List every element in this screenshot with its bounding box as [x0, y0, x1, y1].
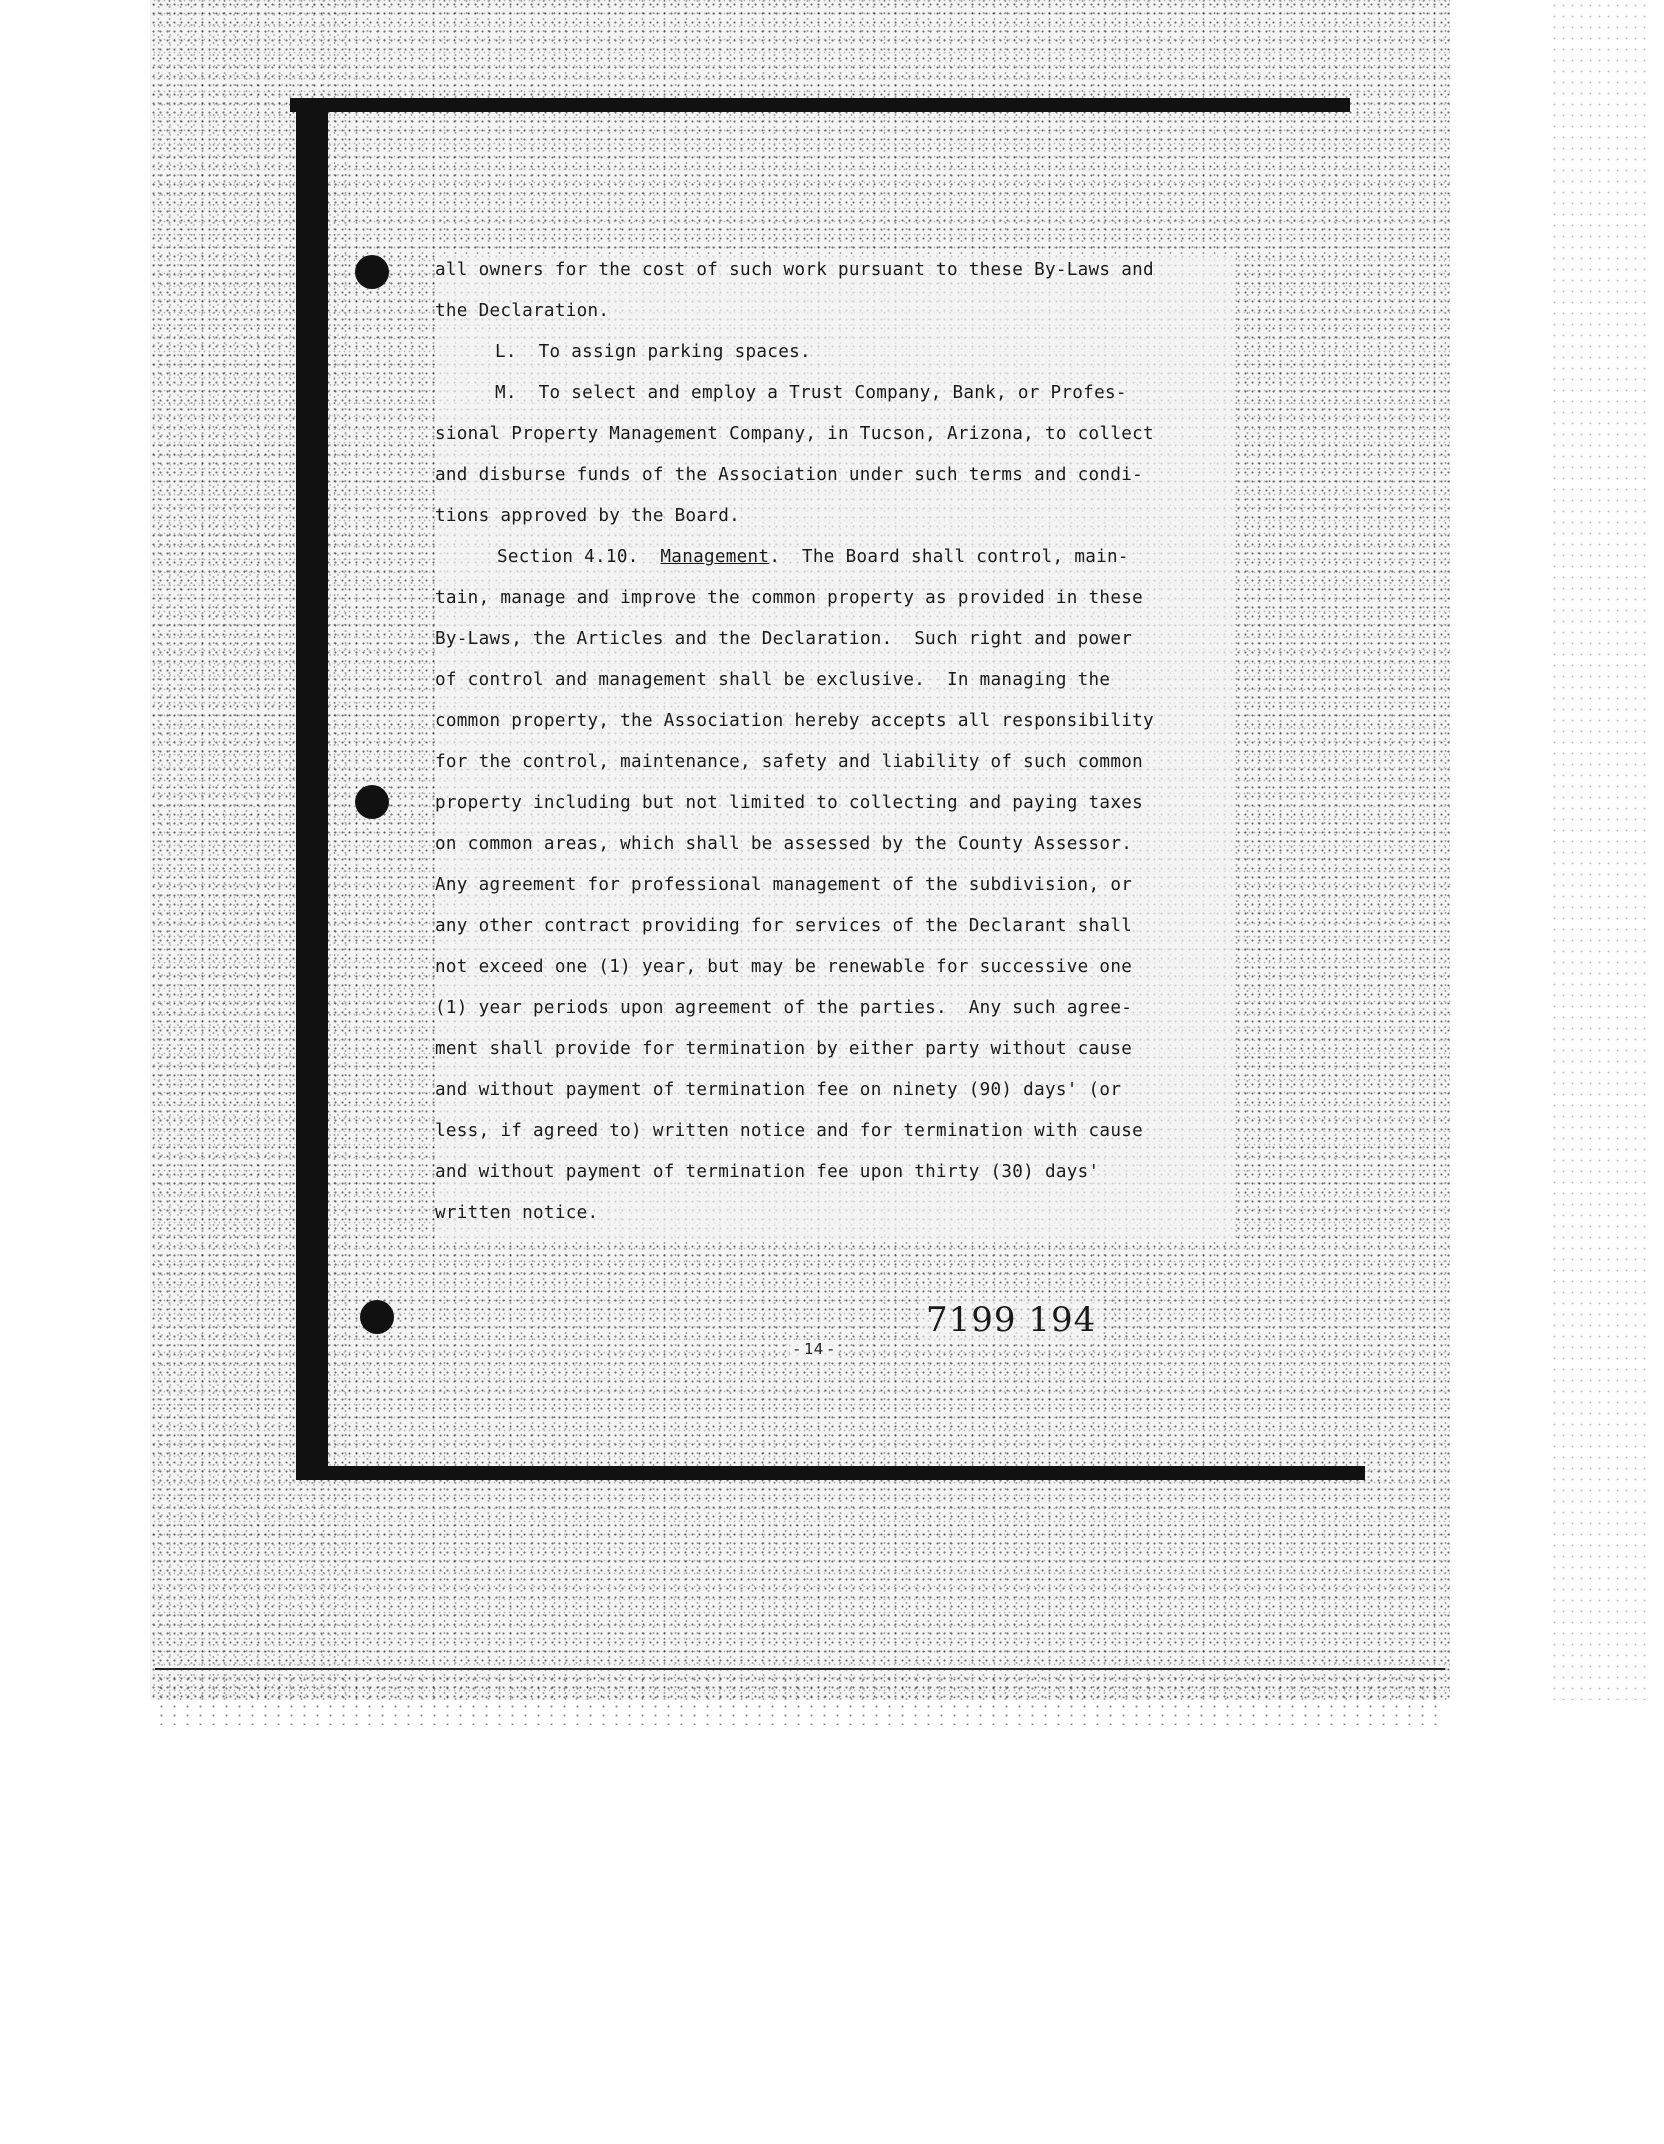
text-line: (1) year periods upon agreement of the parties. Any such agree- [435, 998, 1133, 1018]
text-line: sional Property Management Company, in Tucson, Arizona, to collect [435, 424, 1154, 444]
text-line: for the control, maintenance, safety and liability of such common [435, 752, 1144, 772]
section-title: Management [660, 547, 770, 567]
text-line: tain, manage and improve the common property as provided in these [435, 588, 1144, 608]
text-line: and without payment of termination fee upon thirty (30) days' [435, 1162, 1100, 1182]
document-body [435, 255, 1235, 1239]
frame-top-border [290, 98, 1350, 112]
frame-left-border [296, 98, 328, 1480]
text-line: on common areas, which shall be assessed by the County Assessor. [435, 834, 1133, 854]
text-line: the Declaration. [435, 301, 610, 321]
list-item-l: L. To assign parking spaces. [495, 342, 811, 362]
text-line: common property, the Association hereby accepts all responsibility [435, 711, 1154, 731]
list-item-m: M. To select and employ a Trust Company, Bank, or Profes- [495, 383, 1127, 403]
hole-punch-bottom [360, 1300, 394, 1334]
text-line: any other contract providing for services of the Declarant shall [435, 916, 1133, 936]
text-line: not exceed one (1) year, but may be renewable for successive one [435, 957, 1133, 977]
recording-stamp: 7199 194 [920, 1300, 1102, 1340]
section-lead-text: . The Board shall control, main- [769, 547, 1129, 567]
page-number: - 14 - [790, 1340, 837, 1358]
hole-punch-top [355, 255, 389, 289]
text-line: less, if agreed to) written notice and for termination with cause [435, 1121, 1144, 1141]
text-line: and disburse funds of the Association under such terms and condi- [435, 465, 1144, 485]
frame-bottom-border [305, 1466, 1365, 1480]
scan-noise-right [1550, 0, 1650, 1700]
text-line: of control and management shall be exclusive. In managing the [435, 670, 1111, 690]
text-line: property including but not limited to collecting and paying taxes [435, 793, 1144, 813]
text-line: written notice. [435, 1203, 599, 1223]
text-line: By-Laws, the Articles and the Declaration. Such right and power [435, 629, 1133, 649]
text-line: and without payment of termination fee on ninety (90) days' (or [435, 1080, 1122, 1100]
text-line: all owners for the cost of such work pursuant to these By-Laws and [435, 260, 1154, 280]
hole-punch-middle [355, 785, 389, 819]
section-heading-line [435, 542, 1235, 583]
scan-bottom-rule [155, 1668, 1445, 1670]
section-number: Section 4.10. [497, 547, 639, 567]
text-line: tions approved by the Board. [435, 506, 740, 526]
text-line: ment shall provide for termination by either party without cause [435, 1039, 1133, 1059]
text-line: Any agreement for professional management of the subdivision, or [435, 875, 1133, 895]
scan-noise-bottom [155, 1675, 1445, 1725]
